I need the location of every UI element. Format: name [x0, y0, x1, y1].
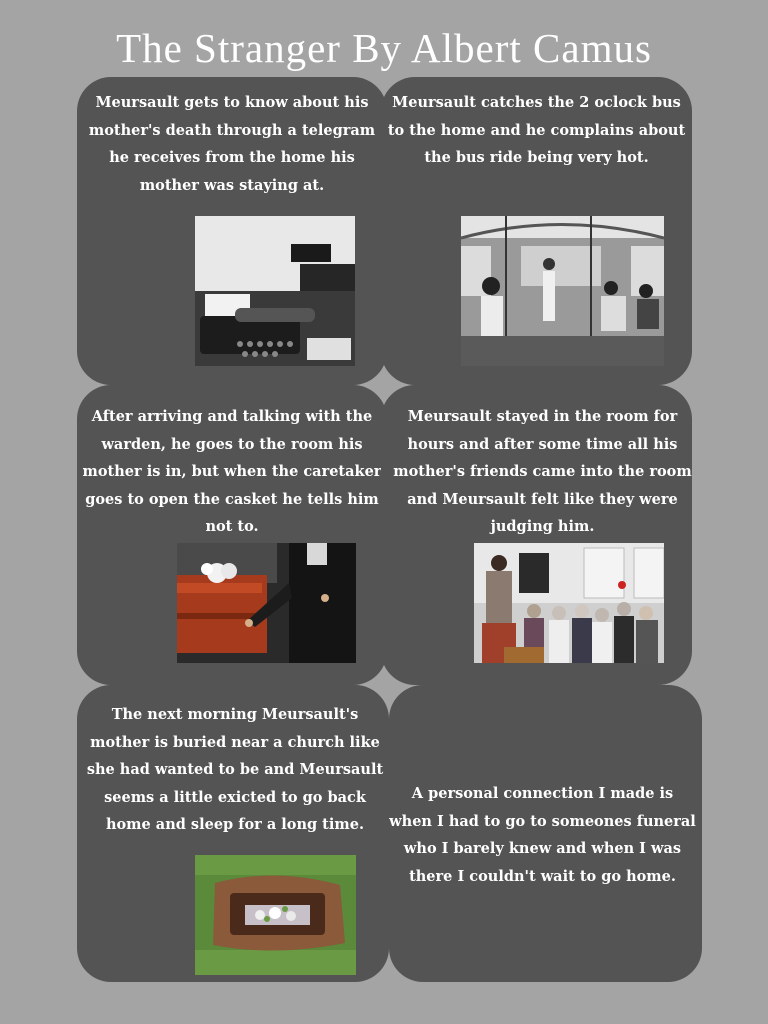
casket-photo [177, 543, 356, 663]
elderly-group-photo [474, 543, 664, 663]
page-title: The Stranger By Albert Camus [116, 25, 652, 71]
card-text: Meursault catches the 2 oclock bus to the home and he complains about the bus ride being very hot. [387, 94, 686, 166]
story-card-casket [77, 385, 387, 685]
personal-connection-card [389, 685, 702, 982]
card-text: After arriving and talking with the warden, he goes to the room his mother is in, but when the caretaker goes to open the casket he tells him not to. [82, 408, 382, 535]
typewriter-photo [195, 216, 355, 366]
card-text: Meursault stayed in the room for hours and after some time all his mother's friends came into the room and Meursault felt like they were judging him. [393, 408, 692, 535]
card-text: A personal connection I made is when I had to go to someones funeral who I barely knew and when I was there I couldn't wait to go home. [389, 785, 696, 885]
story-card-judging [381, 385, 692, 685]
grave-photo [195, 855, 356, 975]
bus-interior-photo [461, 216, 664, 366]
story-card-burial [77, 685, 389, 982]
story-card-telegram [77, 77, 387, 385]
card-text: Meursault gets to know about his mother's death through a telegram he receives from the home his mother was staying at. [88, 94, 376, 194]
card-text: The next morning Meursault's mother is buried near a church like she had wanted to be and Meursault seems a little exicted to go back home and sleep for a long time. [86, 706, 384, 833]
story-card-bus [381, 77, 692, 385]
